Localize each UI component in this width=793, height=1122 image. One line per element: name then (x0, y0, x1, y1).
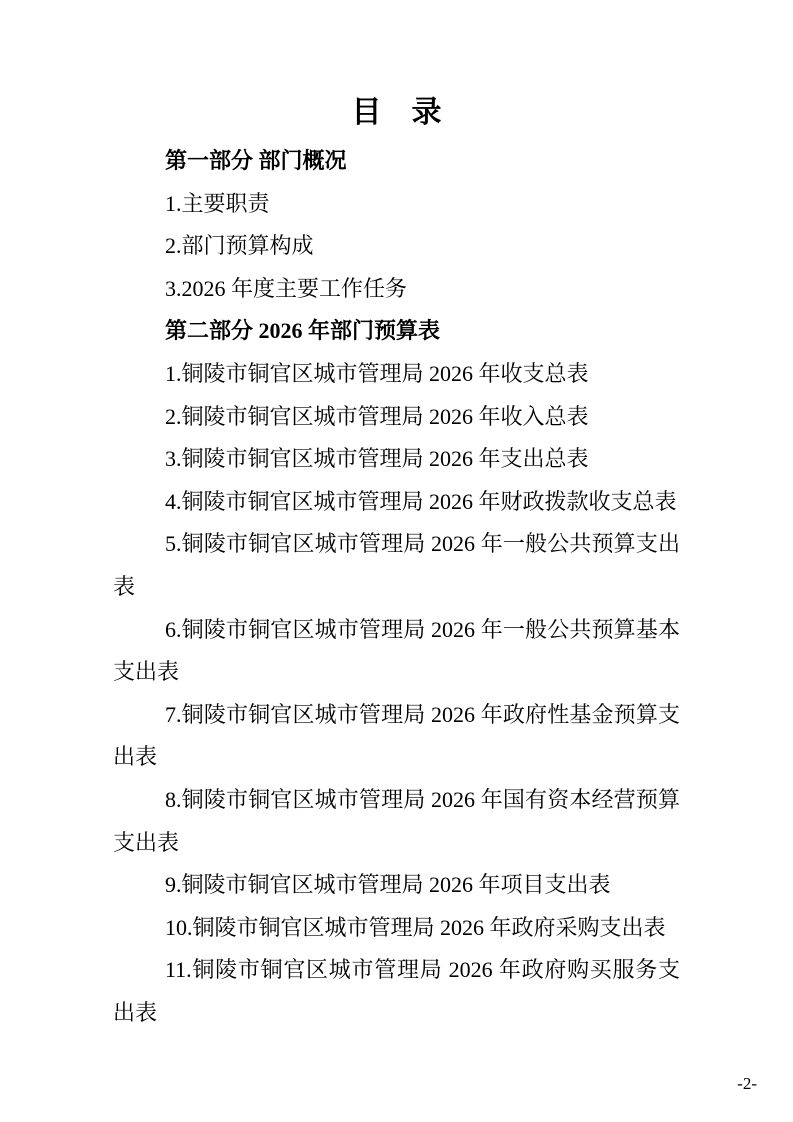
page-title: 目 录 (351, 96, 442, 129)
toc-item-part1-3: 3.2026 年度主要工作任务 (165, 275, 408, 301)
toc-item-part2-1: 1.铜陵市铜官区城市管理局 2026 年收支总表 (165, 360, 589, 386)
toc-item-part2-6: 6.铜陵市铜官区城市管理局 2026 年一般公共预算基本支出表 (113, 616, 680, 685)
toc-item-part2-5: 5.铜陵市铜官区城市管理局 2026 年一般公共预算支出表 (113, 531, 680, 599)
toc-item-part2-11: 11.铜陵市铜官区城市管理局 2026 年政府购买服务支出表 (113, 957, 680, 1025)
toc-item-part1-2: 2.部门预算构成 (165, 233, 314, 259)
toc-item-part2-4: 4.铜陵市铜官区城市管理局 2026 年财政拨款收支总表 (165, 488, 677, 514)
toc-item-part2-9: 9.铜陵市铜官区城市管理局 2026 年项目支出表 (165, 872, 611, 898)
section-heading-part-1: 第一部分 部门概况 (165, 148, 347, 173)
page-number: -2- (737, 1074, 757, 1093)
section-heading-part-2: 第二部分 2026 年部门预算表 (165, 318, 441, 344)
toc-content (113, 0, 680, 1034)
toc-item-part2-10: 10.铜陵市铜官区城市管理局 2026 年政府采购支出表 (165, 914, 666, 940)
toc-item-part1-1: 1.主要职责 (165, 190, 270, 216)
toc-item-part2-2: 2.铜陵市铜官区城市管理局 2026 年收入总表 (165, 403, 589, 429)
toc-item-part2-7: 7.铜陵市铜官区城市管理局 2026 年政府性基金预算支出表 (113, 701, 680, 770)
toc-item-part2-8: 8.铜陵市铜官区城市管理局 2026 年国有资本经营预算支出表 (113, 786, 680, 855)
toc-item-part2-3: 3.铜陵市铜官区城市管理局 2026 年支出总表 (165, 446, 589, 472)
